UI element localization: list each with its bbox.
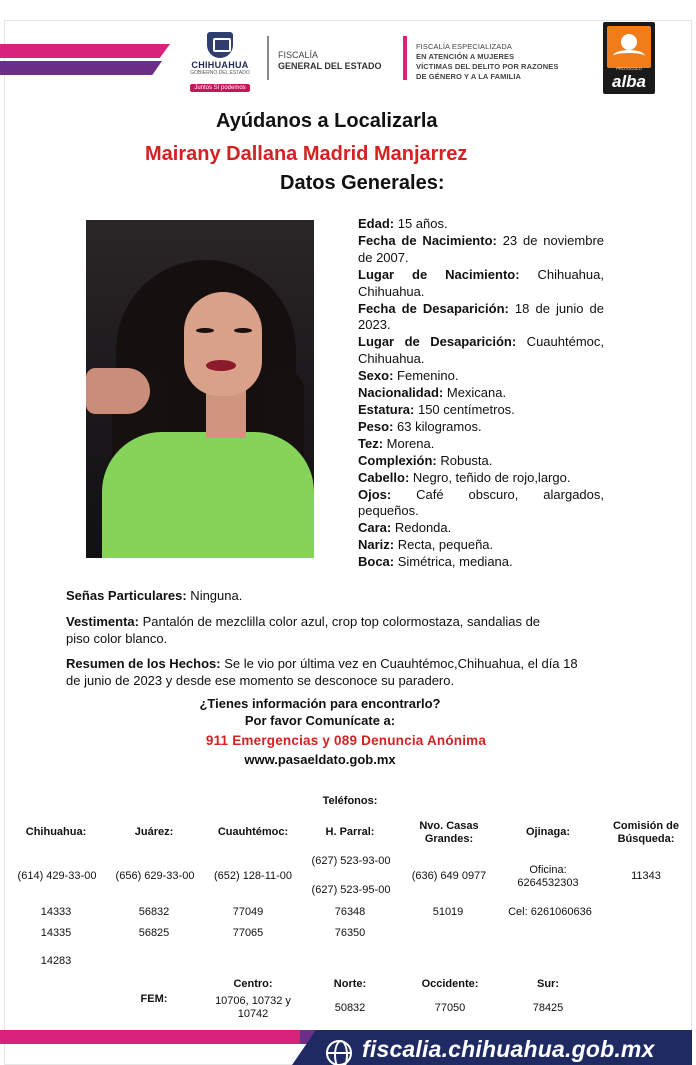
detail-item: Cabello: Negro, teñido de rojo,largo.: [358, 469, 571, 485]
detail-item: Estatura: 150 centímetros.: [358, 401, 515, 417]
emergency-numbers: 911 Emergencias y 089 Denuncia Anónima: [205, 733, 487, 748]
header-sur: Sur:: [537, 978, 559, 990]
ext-chihuahua-3: 14283: [40, 955, 72, 967]
header-parral: H. Parral:: [325, 826, 375, 838]
phone-casas-grandes: (636) 649 0977: [411, 870, 487, 882]
detail-item: Cara: Redonda.: [358, 520, 452, 536]
ext-chihuahua-1: 14333: [40, 906, 72, 918]
phone-comision: 11343: [631, 870, 661, 882]
contact-call: Por favor Comunícate a:: [244, 713, 396, 728]
header-occidente: Occidente:: [421, 978, 479, 990]
header-juarez: Juárez:: [134, 826, 174, 838]
phone-parral-2: (627) 523-95-00: [311, 884, 391, 896]
detail-item: Fecha de Desaparición: 18 de junio de 2023.: [358, 300, 604, 333]
phone-parral-1: (627) 523-93-00: [311, 855, 391, 867]
vestimenta: Vestimenta: Pantalón de mezclilla color azul, crop top colormostaza, sandalias de piso color blanco.: [66, 614, 541, 646]
senas-particulares: Señas Particulares: Ninguna.: [66, 588, 243, 603]
footer-site-link[interactable]: fiscalia.chihuahua.gob.mx: [362, 1036, 655, 1062]
details-list: [358, 216, 604, 571]
contact-question: ¿Tienes información para encontrarlo?: [199, 696, 441, 711]
phone-cuauhtemoc: (652) 128-11-00: [213, 870, 293, 882]
globe-icon: [326, 1040, 352, 1065]
header-chihuahua: Chihuahua:: [25, 826, 87, 838]
fem-norte: 50832: [334, 1002, 366, 1014]
chihuahua-logo: [180, 32, 260, 94]
header-centro: Centro:: [233, 978, 273, 990]
state-sub: GOBIERNO DEL ESTADO: [190, 70, 250, 76]
detail-item: Peso: 63 kilogramos.: [358, 418, 482, 434]
fem-centro: 10706, 10732 y 10742: [215, 995, 291, 1020]
fem-sur: 78425: [532, 1002, 564, 1014]
fiscalia-especializada: [416, 42, 591, 82]
header-stripe-purple: [0, 61, 162, 75]
ext-parral-2: 76350: [334, 927, 366, 939]
person-photo: [86, 220, 314, 558]
state-tag: Juntos Sí podemos: [190, 84, 249, 92]
fem-occidente: 77050: [434, 1002, 466, 1014]
person-name: Mairany Dallana Madrid Manjarrez: [145, 143, 468, 165]
detail-item: Complexión: Robusta.: [358, 452, 493, 468]
especial-line3: VÍCTIMAS DEL DELITO POR RAZONES: [416, 62, 559, 71]
detail-item: Nariz: Recta, pequeña.: [358, 537, 494, 553]
detail-item: Tez: Morena.: [358, 435, 435, 451]
detail-item: Nacionalidad: Mexicana.: [358, 385, 507, 401]
detail-item: Lugar de Nacimiento: Chihuahua, Chihuahua.: [358, 266, 604, 299]
fiscalia-line1: FISCALÍA: [278, 50, 319, 60]
detail-item: Sexo: Femenino.: [358, 368, 459, 384]
phone-chihuahua: (614) 429-33-00: [17, 870, 97, 882]
phones-title: Teléfonos:: [322, 795, 378, 807]
ext-cuauhtemoc-2: 77065: [232, 927, 264, 939]
header-cuauhtemoc: Cuauhtémoc:: [217, 826, 289, 838]
section-title: Datos Generales:: [280, 172, 445, 194]
header-comision: Comisión de Búsqueda:: [612, 820, 679, 845]
fiscalia-label: [278, 50, 382, 72]
website-link[interactable]: www.pasaeldato.gob.mx: [244, 752, 396, 767]
detail-item: Boca: Simétrica, mediana.: [358, 554, 513, 570]
header-divider: [267, 36, 269, 80]
page-title: Ayúdanos a Localizarla: [216, 110, 438, 132]
fiscalia-line2: GENERAL DEL ESTADO: [278, 61, 382, 71]
ext-casas-1: 51019: [432, 906, 464, 918]
detail-item: Fecha de Nacimiento: 23 de noviembre de 2007.: [358, 232, 604, 265]
phone-ojinaga: Oficina: 6264532303: [517, 864, 579, 889]
alba-word: alba: [611, 72, 647, 91]
ext-chihuahua-2: 14335: [40, 927, 72, 939]
protocolo-alba-logo: [603, 22, 655, 94]
especial-line1: FISCALÍA ESPECIALIZADA: [416, 42, 512, 51]
especial-line2: EN ATENCIÓN A MUJERES: [416, 52, 515, 61]
state-name: CHIHUAHUA: [191, 60, 249, 70]
ext-cuauhtemoc-1: 77049: [232, 906, 264, 918]
detail-item: Edad: 15 años.: [358, 216, 448, 231]
alba-figure-icon: [607, 26, 651, 68]
fem-label: FEM:: [140, 993, 168, 1005]
alba-top-text: PROTOCOLO: [616, 66, 642, 71]
especial-line4: DE GÉNERO Y A LA FAMILIA: [416, 72, 522, 81]
header-divider-pink: [403, 36, 407, 80]
resumen-hechos: Resumen de los Hechos: Se le vio por última vez en Cuauhtémoc,Chihuahua, el día 18 de junio de 2023 y desde ese momento se desconoce su paradero.: [66, 656, 578, 688]
header-norte: Norte:: [333, 978, 367, 990]
detail-item: Ojos: Café obscuro, alargados, pequeños.: [358, 486, 604, 519]
ojinaga-cel: Cel: 6261060636: [508, 906, 592, 918]
ext-parral-1: 76348: [334, 906, 366, 918]
ext-juarez-1: 56832: [138, 906, 170, 918]
header-stripe-pink: [0, 44, 170, 58]
header-ojinaga: Ojinaga:: [525, 826, 570, 838]
detail-item: Lugar de Desaparición: Cuauhtémoc, Chihuahua.: [358, 334, 604, 367]
header-casas-grandes: Nvo. Casas Grandes:: [419, 820, 479, 845]
ext-juarez-2: 56825: [138, 927, 170, 939]
phone-juarez: (656) 629-33-00: [115, 870, 195, 882]
shield-icon: [207, 32, 233, 58]
